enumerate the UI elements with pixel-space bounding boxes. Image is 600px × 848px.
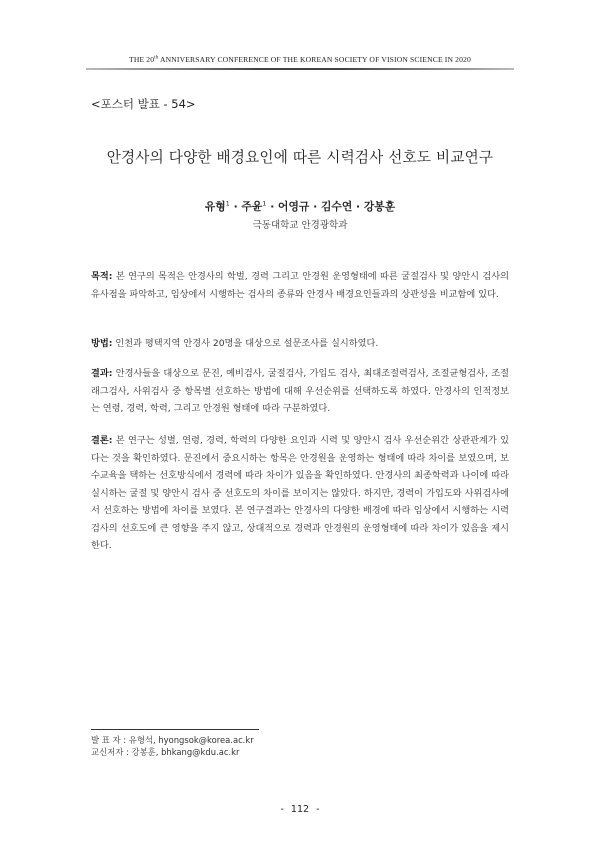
section-label: 결론: (91, 435, 113, 446)
section-result (91, 365, 509, 418)
footnote-corresponding: 교신저자 : 강봉훈, bhkang@kdu.ac.kr (91, 747, 240, 757)
author-2: · 주윤 (229, 200, 263, 213)
section-conclusion (91, 432, 509, 555)
header-suffix: ANNIVERSARY CONFERENCE OF THE KOREAN SOCIETY OF VISION SCIENCE IN 2020 (158, 55, 471, 64)
header-rule (86, 68, 514, 70)
authors-rest: · 어영규 · 김수연 · 강봉훈 (266, 200, 396, 213)
poster-label: <포스터 발표 - 54> (91, 97, 196, 111)
author-list (0, 199, 600, 214)
author-2-sup: 1 (262, 199, 267, 208)
paper-title: 안경사의 다양한 배경요인에 따른 시력검사 선호도 비교연구 (106, 149, 494, 166)
conference-header (0, 55, 600, 64)
section-text: 안경사들을 대상으로 문진, 예비검사, 굴절검사, 가입도 검사, 최대조절력검사, 조절균형검사, 조절래그검사, 사위검사 중 항목별 선호하는 방법에 대해 우선순위를 선택하도록 하였다. 안경사의 인적정보는 연령, 경력, 학력, 그리고 안경원 형태에 따라 구분하였다. (91, 368, 509, 414)
section-text: 인천과 평택지역 안경사 20명을 대상으로 설문조사를 실시하였다. (112, 338, 379, 349)
footnote-presenter: 발 표 자 : 유형석, hyongsok@korea.ac.kr (91, 735, 254, 745)
section-label: 목적: (91, 271, 113, 282)
section-label: 방법: (91, 338, 113, 349)
section-text: 본 연구는 성별, 연령, 경력, 학력의 다양한 요인과 시력 및 양안시 검사 우선순위간 상관관계가 있다는 것을 확인하였다. 문진에서 중요시하는 항목은 안경원을 운영하는 형태에 따라 차이를 보였으며, 보수교육을 택하는 선호방식에서 경력에 따라 차이가 있음을 확인하였다. 안경사의 최종학력과 나이에 따라 실시하는 굴절 및 양안시 검사 중 선호도의 차이를 보이지는 않았다. 하지만, 경력이 가입도와 사위검사에서 선호하는 방법에 차이를 보였다. 본 연구결과는 안경사의 다양한 배경에 따라 임상에서 시행하는 시력검사의 선호도에 큰 영향을 주지 않고, 상대적으로 경력과 안경원의 운영형태에 따라 차이가 있음을 제시한다. (91, 435, 509, 551)
header-prefix: THE 20 (129, 55, 155, 64)
header-sup: th (154, 55, 159, 61)
section-purpose (91, 268, 509, 303)
author-1-sup: 1 (225, 199, 230, 208)
affiliation: 극동대학교 안경광학과 (252, 220, 348, 231)
footnote-rule (91, 729, 259, 730)
section-text: 본 연구의 목적은 안경사의 학벌, 경력 그리고 안경원 운영형태에 따른 굴절검사 및 양안시 검사의 유사점을 파악하고, 임상에서 시행하는 검사의 종류와 안경사 배경요인들과의 상관성을 비교함에 있다. (91, 271, 509, 300)
section-method (91, 335, 509, 353)
author-1: 유형 (204, 200, 226, 213)
page-number: - 112 - (280, 804, 320, 815)
section-label: 결과: (91, 368, 113, 379)
